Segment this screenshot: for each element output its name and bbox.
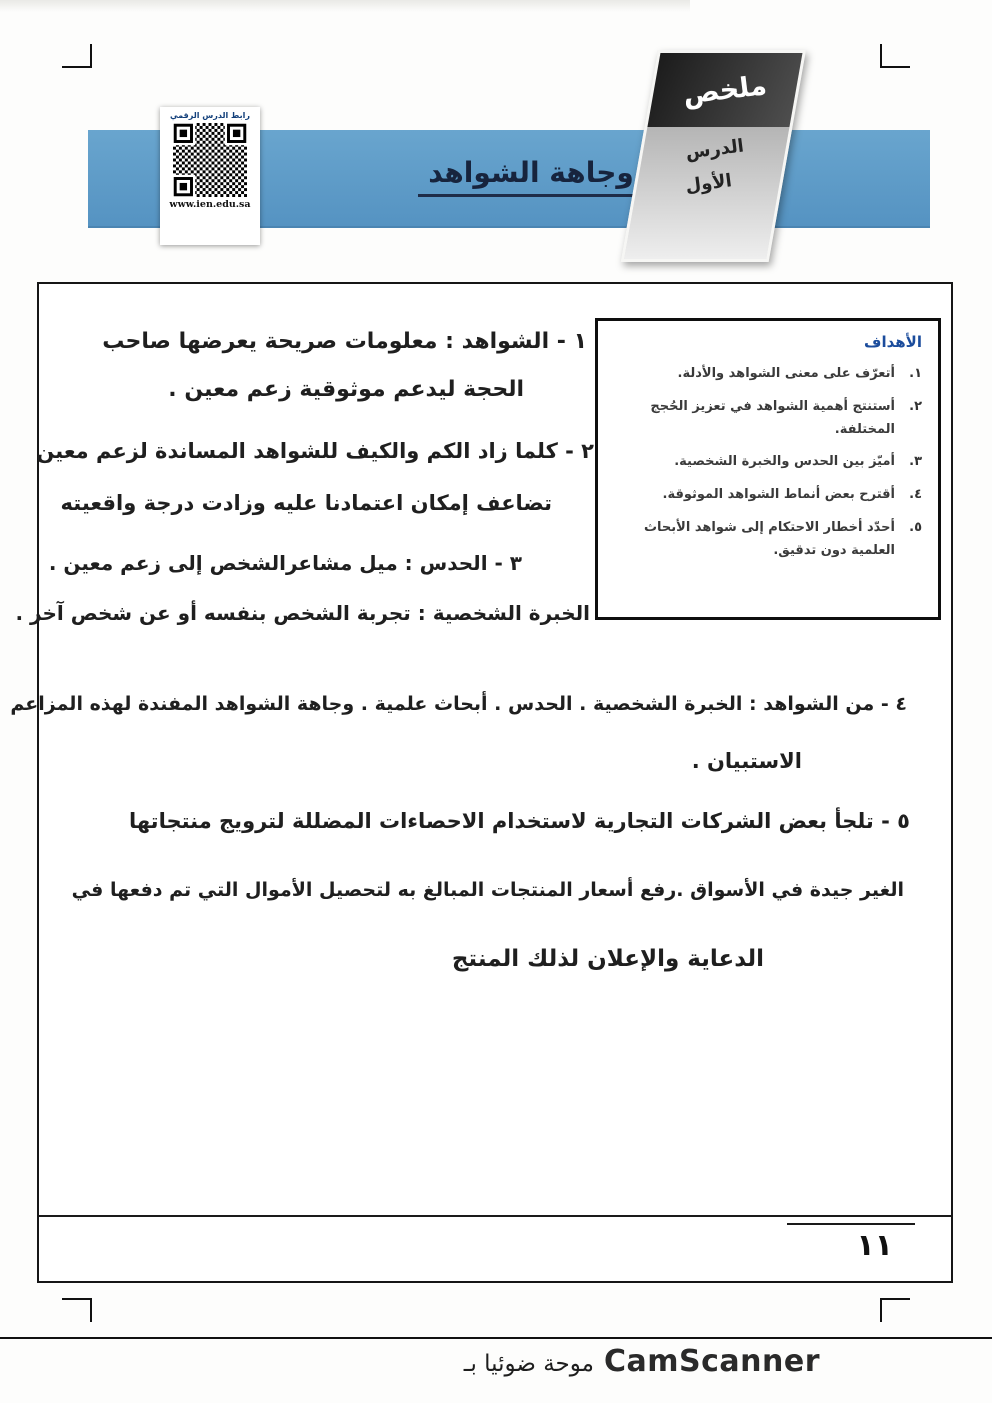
ribbon-lesson-band [624, 127, 789, 259]
objective-text: أميّز بين الحدس والخبرة الشخصية. [674, 454, 895, 470]
camscanner-watermark [464, 1344, 820, 1379]
note-line: الغير جيدة في الأسواق .رفع أسعار المنتجات المبالغ به لتحصيل الأموال التي تم دفعها في [71, 879, 904, 901]
objective-text: أحدّد أخطار الاحتكام إلى شواهد الأبحاث العلمية دون تدقيق. [643, 519, 895, 558]
handwritten-notes-bottom [10, 684, 939, 1264]
objective-text: أستنتج أهمية الشواهد في تعزيز الحُجج المختلفة. [650, 398, 895, 437]
divider [787, 1223, 915, 1225]
divider [0, 1337, 992, 1339]
lesson-title: وجاهة الشواهد [418, 156, 644, 197]
objective-item [614, 484, 922, 507]
objective-text: أتعرّف على معنى الشواهد والأدلة. [677, 366, 895, 381]
qr-label: رابط الدرس الرقمي [170, 111, 250, 120]
objective-number: ١. [909, 366, 922, 381]
scan-edge-artifact [0, 0, 690, 12]
note-line: الحجة ليدعم موثوقية زعم معين . [168, 377, 524, 402]
objective-number: ٣. [909, 454, 922, 470]
qr-url: www.ien.edu.sa [169, 199, 251, 210]
note-line: ٥ - تلجأ بعض الشركات التجارية لاستخدام الاحصاءات المضللة لترويج منتجاتها [128, 809, 910, 833]
note-line: الاستبيان . [691, 749, 802, 773]
lesson-ribbon [621, 50, 806, 262]
corner-mark [62, 1298, 92, 1322]
note-line: ٢ - كلما زاد الكم والكيف للشواهد المساندة لزعم معين [36, 439, 594, 463]
objective-item [614, 363, 922, 386]
objectives-title: الأهداف [864, 333, 922, 351]
objective-text: أقترح بعض أنماط الشواهد الموثوقة. [662, 487, 895, 502]
ribbon-summary-band [647, 53, 802, 127]
page-number: ١١ [856, 1228, 893, 1263]
corner-mark [880, 1298, 910, 1322]
camscanner-brand: CamScanner [603, 1344, 820, 1379]
divider [39, 1215, 951, 1217]
ribbon-summary-label: ملخص [681, 69, 769, 111]
note-line: الدعاية والإعلان لذلك المنتج [451, 946, 764, 972]
objective-number: ٢. [909, 398, 922, 414]
corner-mark [880, 44, 910, 68]
scanned-with-text: موحة ضوئيا بـ [463, 1351, 594, 1377]
objective-item [614, 396, 922, 442]
ribbon-lesson-label: الدرس [684, 135, 745, 164]
note-line: ١ - الشواهد : معلومات صريحة يعرضها صاحب [102, 329, 587, 354]
qr-block [160, 107, 260, 245]
note-line: ٤ - من الشواهد : الخبرة الشخصية . الحدس . أبحاث علمية . وجاهة الشواهد المفندة لهذه المزاعم [10, 693, 907, 715]
objective-item [614, 517, 922, 563]
qr-code-icon [173, 123, 247, 197]
objective-number: ٤. [909, 487, 922, 502]
objective-number: ٥. [909, 519, 922, 535]
ribbon-lesson-number: الأول [684, 170, 733, 197]
content-frame [10, 282, 953, 1283]
objectives-box [595, 318, 941, 620]
note-line: تضاعف إمكان اعتمادنا عليه وزادت درجة واقعيته [60, 491, 552, 515]
corner-mark [62, 44, 92, 68]
objective-item [614, 451, 922, 474]
handwritten-notes-top [15, 284, 603, 684]
note-line: الخبرة الشخصية : تجربة الشخص بنفسه أو عن شخص آخر . [15, 601, 590, 625]
note-line: ٣ - الحدس : ميل مشاعرالشخص إلى زعم معين . [48, 551, 522, 575]
